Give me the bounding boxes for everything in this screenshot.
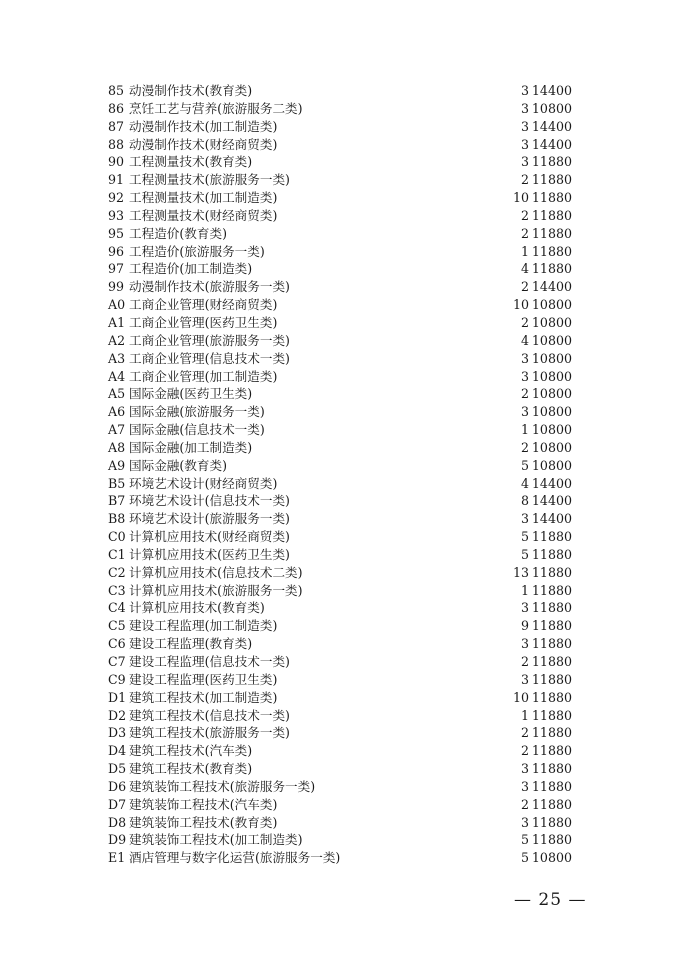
table-row (108, 171, 578, 189)
enrollment-count: 3 (520, 600, 529, 616)
enrollment-count: 10 (512, 297, 529, 313)
tuition-fee: 11880 (531, 814, 572, 830)
page-number: — 25 — (514, 890, 587, 910)
enrollment-count: 2 (520, 743, 529, 759)
table-row (108, 82, 578, 100)
table-row (108, 528, 578, 546)
enrollment-count: 3 (520, 636, 529, 652)
enrollment-count: 3 (520, 136, 529, 152)
major-code: B5 (108, 475, 126, 491)
major-code: 95 (108, 225, 125, 241)
enrollment-count: 3 (520, 118, 529, 134)
table-row (108, 439, 578, 457)
enrollment-count: 3 (520, 778, 529, 794)
major-name: 建设工程监理(医药卫生类) (129, 671, 278, 687)
major-code: 97 (108, 261, 125, 277)
enrollment-count: 3 (520, 83, 529, 98)
major-name: 动漫制作技术(财经商贸类) (129, 136, 278, 152)
major-name: 计算机应用技术(信息技术二类) (129, 564, 303, 580)
enrollment-count: 3 (520, 350, 529, 366)
tuition-fee: 11880 (531, 671, 572, 687)
major-code: 91 (108, 172, 125, 188)
table-row (108, 189, 578, 207)
enrollment-count: 1 (520, 707, 529, 723)
major-code: 87 (108, 118, 125, 134)
tuition-fee: 11880 (531, 654, 572, 669)
major-code: A2 (108, 332, 126, 348)
tuition-fee: 14400 (531, 511, 572, 527)
major-name: 计算机应用技术(教育类) (129, 600, 265, 616)
major-code: D1 (108, 689, 127, 705)
tuition-fee: 11880 (531, 832, 572, 848)
major-name: 国际金融(信息技术一类) (129, 422, 265, 438)
major-code: C0 (108, 529, 126, 545)
table-row (108, 831, 578, 849)
tuition-fee: 14400 (531, 475, 572, 491)
table-row (108, 742, 578, 760)
major-code: A3 (108, 350, 126, 366)
major-code: A9 (108, 457, 126, 473)
enrollment-count: 2 (520, 225, 529, 241)
enrollment-count: 10 (512, 689, 529, 705)
major-code: D2 (108, 707, 127, 723)
major-name: 酒店管理与数字化运营(旅游服务一类) (129, 850, 341, 866)
major-code: 93 (108, 207, 125, 223)
tuition-fee: 10800 (531, 850, 572, 866)
enrollment-count: 1 (520, 582, 529, 598)
major-name: 计算机应用技术(医药卫生类) (129, 546, 290, 562)
table-row (108, 760, 578, 778)
table-row (108, 350, 578, 368)
major-name: 环境艺术设计(信息技术一类) (129, 493, 290, 509)
major-name: 建筑工程技术(信息技术一类) (129, 707, 290, 723)
major-code: 96 (108, 243, 125, 259)
major-name: 建筑装饰工程技术(汽车类) (129, 796, 278, 812)
major-name: 建设工程监理(教育类) (129, 636, 253, 652)
major-code: D3 (108, 725, 127, 741)
tuition-fee: 10800 (531, 332, 572, 348)
table-row (108, 849, 578, 867)
enrollment-count: 2 (520, 439, 529, 455)
tuition-fee: 10800 (531, 368, 572, 384)
major-name: 国际金融(教育类) (129, 457, 227, 473)
table-row (108, 153, 578, 171)
tuition-fee: 11880 (531, 243, 572, 259)
tuition-fee: 10800 (531, 439, 572, 455)
tuition-fee: 10800 (531, 422, 572, 438)
enrollment-count: 5 (520, 529, 529, 545)
table-row (108, 475, 578, 493)
major-name: 动漫制作技术(旅游服务一类) (129, 279, 290, 295)
enrollment-count: 5 (520, 832, 529, 848)
enrollment-count: 9 (520, 618, 529, 634)
major-name: 工程测量技术(旅游服务一类) (129, 172, 290, 188)
major-code: 86 (108, 100, 125, 116)
enrollment-count: 2 (520, 654, 529, 669)
major-name: 计算机应用技术(财经商贸类) (129, 529, 290, 545)
enrollment-count: 5 (520, 546, 529, 562)
table-row (108, 457, 578, 475)
tuition-fee: 14400 (531, 279, 572, 295)
table-row (108, 814, 578, 832)
major-code: B7 (108, 493, 126, 509)
major-name: 建筑工程技术(加工制造类) (129, 689, 278, 705)
major-name: 计算机应用技术(旅游服务一类) (129, 582, 303, 598)
enrollment-count: 13 (512, 564, 529, 580)
tuition-fee: 10800 (531, 386, 572, 402)
tuition-fee: 11880 (531, 618, 572, 634)
table-row (108, 707, 578, 725)
tuition-fee: 11880 (531, 207, 572, 223)
major-code: D4 (108, 743, 127, 759)
table-row (108, 260, 578, 278)
major-code: C2 (108, 564, 126, 580)
enrollment-table (108, 82, 578, 867)
tuition-fee: 10800 (531, 350, 572, 366)
tuition-fee: 11880 (531, 172, 572, 188)
enrollment-count: 3 (520, 814, 529, 830)
table-row (108, 118, 578, 136)
major-name: 建筑装饰工程技术(教育类) (129, 814, 278, 830)
major-name: 工商企业管理(加工制造类) (129, 368, 278, 384)
enrollment-count: 3 (520, 511, 529, 527)
major-name: 建筑装饰工程技术(旅游服务一类) (129, 778, 316, 794)
enrollment-count: 1 (520, 422, 529, 438)
tuition-fee: 11880 (531, 190, 572, 206)
major-code: 85 (108, 83, 125, 98)
major-name: 动漫制作技术(教育类) (129, 83, 253, 98)
table-row (108, 403, 578, 421)
table-row (108, 564, 578, 582)
enrollment-count: 5 (520, 457, 529, 473)
table-row (108, 225, 578, 243)
major-code: A7 (108, 422, 126, 438)
table-row (108, 671, 578, 689)
enrollment-count: 3 (520, 154, 529, 170)
enrollment-count: 3 (520, 671, 529, 687)
major-name: 环境艺术设计(财经商贸类) (129, 475, 278, 491)
enrollment-count: 2 (520, 314, 529, 330)
tuition-fee: 11880 (531, 225, 572, 241)
major-name: 国际金融(旅游服务一类) (129, 404, 265, 420)
table-row (108, 421, 578, 439)
table-row (108, 296, 578, 314)
major-name: 工商企业管理(财经商贸类) (129, 297, 278, 313)
major-code: C5 (108, 618, 126, 634)
major-code: A5 (108, 386, 126, 402)
tuition-fee: 11880 (531, 564, 572, 580)
major-code: B8 (108, 511, 126, 527)
major-code: D5 (108, 761, 127, 777)
major-code: E1 (108, 850, 126, 866)
table-row (108, 546, 578, 564)
enrollment-count: 3 (520, 100, 529, 116)
major-name: 建设工程监理(信息技术一类) (129, 654, 290, 669)
table-row (108, 617, 578, 635)
major-name: 工程测量技术(财经商贸类) (129, 207, 278, 223)
table-row (108, 599, 578, 617)
enrollment-count: 8 (520, 493, 529, 509)
major-code: A1 (108, 314, 126, 330)
major-name: 环境艺术设计(旅游服务一类) (129, 511, 290, 527)
major-code: 99 (108, 279, 125, 295)
table-row (108, 332, 578, 350)
enrollment-count: 5 (520, 850, 529, 866)
tuition-fee: 11880 (531, 154, 572, 170)
major-name: 建筑工程技术(汽车类) (129, 743, 253, 759)
major-name: 工商企业管理(旅游服务一类) (129, 332, 290, 348)
major-name: 建筑装饰工程技术(加工制造类) (129, 832, 303, 848)
major-code: D8 (108, 814, 127, 830)
major-name: 烹饪工艺与营养(旅游服务二类) (129, 100, 303, 116)
major-code: C3 (108, 582, 126, 598)
table-row (108, 778, 578, 796)
major-name: 工程造价(教育类) (129, 225, 227, 241)
enrollment-count: 3 (520, 368, 529, 384)
table-row (108, 635, 578, 653)
enrollment-count: 10 (512, 190, 529, 206)
major-name: 工程测量技术(教育类) (129, 154, 253, 170)
table-row (108, 796, 578, 814)
tuition-fee: 10800 (531, 404, 572, 420)
enrollment-count: 4 (520, 475, 529, 491)
tuition-fee: 11880 (531, 529, 572, 545)
enrollment-count: 3 (520, 404, 529, 420)
tuition-fee: 11880 (531, 261, 572, 277)
major-name: 建筑工程技术(旅游服务一类) (129, 725, 290, 741)
tuition-fee: 10800 (531, 457, 572, 473)
enrollment-count: 2 (520, 725, 529, 741)
tuition-fee: 14400 (531, 83, 572, 98)
enrollment-count: 4 (520, 261, 529, 277)
table-row (108, 510, 578, 528)
enrollment-count: 2 (520, 386, 529, 402)
tuition-fee: 11880 (531, 600, 572, 616)
tuition-fee: 10800 (531, 297, 572, 313)
tuition-fee: 11880 (531, 796, 572, 812)
major-code: C9 (108, 671, 126, 687)
table-row (108, 689, 578, 707)
enrollment-count: 3 (520, 761, 529, 777)
tuition-fee: 10800 (531, 100, 572, 116)
table-row (108, 653, 578, 671)
enrollment-count: 2 (520, 796, 529, 812)
major-code: A0 (108, 297, 126, 313)
tuition-fee: 11880 (531, 743, 572, 759)
table-row (108, 100, 578, 118)
table-row (108, 278, 578, 296)
table-row (108, 207, 578, 225)
tuition-fee: 14400 (531, 118, 572, 134)
major-name: 工商企业管理(医药卫生类) (129, 314, 278, 330)
table-row (108, 492, 578, 510)
major-code: C7 (108, 654, 126, 669)
tuition-fee: 11880 (531, 725, 572, 741)
major-name: 工商企业管理(信息技术一类) (129, 350, 290, 366)
table-row (108, 582, 578, 600)
major-code: C4 (108, 600, 126, 616)
table-row (108, 385, 578, 403)
major-name: 工程测量技术(加工制造类) (129, 190, 278, 206)
enrollment-count: 2 (520, 279, 529, 295)
major-name: 动漫制作技术(加工制造类) (129, 118, 278, 134)
tuition-fee: 14400 (531, 136, 572, 152)
major-code: A6 (108, 404, 126, 420)
tuition-fee: 11880 (531, 636, 572, 652)
major-name: 建筑工程技术(教育类) (129, 761, 253, 777)
tuition-fee: 11880 (531, 582, 572, 598)
tuition-fee: 11880 (531, 689, 572, 705)
enrollment-count: 1 (520, 243, 529, 259)
major-name: 国际金融(加工制造类) (129, 439, 253, 455)
table-row (108, 724, 578, 742)
major-code: C1 (108, 546, 126, 562)
major-code: A8 (108, 439, 126, 455)
major-code: D7 (108, 796, 127, 812)
tuition-fee: 11880 (531, 761, 572, 777)
major-code: D6 (108, 778, 127, 794)
tuition-fee: 11880 (531, 778, 572, 794)
major-code: A4 (108, 368, 126, 384)
major-code: C6 (108, 636, 126, 652)
major-name: 国际金融(医药卫生类) (129, 386, 253, 402)
tuition-fee: 14400 (531, 493, 572, 509)
tuition-fee: 11880 (531, 546, 572, 562)
tuition-fee: 11880 (531, 707, 572, 723)
table-row (108, 368, 578, 386)
major-name: 建设工程监理(加工制造类) (129, 618, 278, 634)
enrollment-count: 2 (520, 207, 529, 223)
table-row (108, 136, 578, 154)
enrollment-count: 2 (520, 172, 529, 188)
major-code: 88 (108, 136, 125, 152)
major-code: D9 (108, 832, 127, 848)
table-row (108, 243, 578, 261)
major-code: 90 (108, 154, 125, 170)
major-name: 工程造价(旅游服务一类) (129, 243, 265, 259)
major-name: 工程造价(加工制造类) (129, 261, 253, 277)
table-row (108, 314, 578, 332)
major-code: 92 (108, 190, 125, 206)
enrollment-count: 4 (520, 332, 529, 348)
tuition-fee: 10800 (531, 314, 572, 330)
